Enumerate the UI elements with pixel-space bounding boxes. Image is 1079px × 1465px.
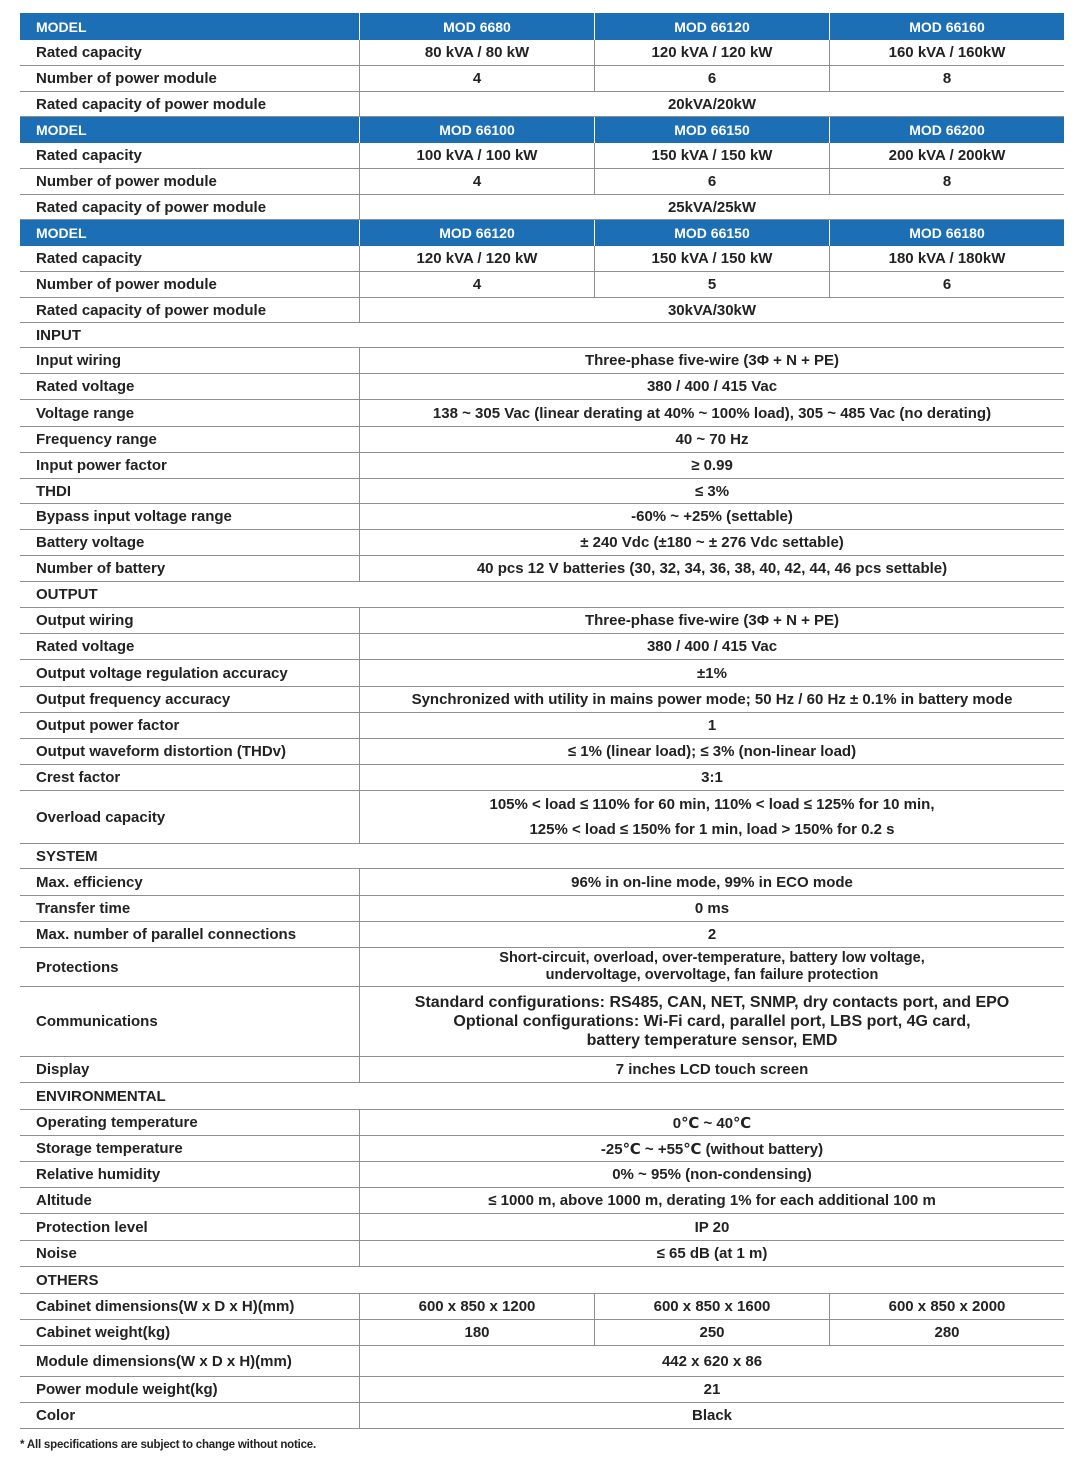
row-operating-temperature-value: 0℃ ~ 40℃ <box>359 1110 1064 1135</box>
row-overload-capacity-value-line: 105% < load ≤ 110% for 60 min, 110% < load ≤ 125% for 10 min, <box>489 796 935 813</box>
row-transfer-time-label: Transfer time <box>36 900 131 917</box>
row-number-of-battery-value: 40 pcs 12 V batteries (30, 32, 34, 36, 38, 40, 42, 44, 46 pcs settable) <box>359 556 1064 581</box>
row-rated-capacity-value: 80 kVA / 80 kW <box>359 40 594 65</box>
row-module-dimensions-w-x-d-x-h-mm-label: Module dimensions(W x D x H)(mm) <box>36 1352 292 1370</box>
row-cabinet-weight-kg-label: Cabinet weight(kg) <box>36 1324 171 1341</box>
row-protections-value-line: undervoltage, overvoltage, fan failure protection <box>545 967 879 983</box>
model-name: MOD 66150 <box>594 117 829 143</box>
row-color-label: Color <box>36 1407 76 1424</box>
model-name: MOD 6680 <box>359 13 594 40</box>
row-battery-voltage-label: Battery voltage <box>36 534 145 551</box>
row-thdi-value: ≤ 3% <box>359 479 1064 503</box>
row-bypass-input-voltage-range <box>20 504 1064 530</box>
row-crest-factor-value: 3:1 <box>359 765 1064 790</box>
row-communications-value-line: Standard configurations: RS485, CAN, NET, SNMP, dry contacts port, and EPO <box>414 994 1010 1011</box>
row-rated-voltage-value: 380 / 400 / 415 Vac <box>359 634 1064 659</box>
row-display-label: Display <box>36 1061 90 1078</box>
row-rated-capacity-value: 200 kVA / 200kW <box>829 143 1064 168</box>
row-frequency-range-value: 40 ~ 70 Hz <box>359 427 1064 452</box>
row-rated-voltage-label: Rated voltage <box>36 638 135 655</box>
row-voltage-range <box>20 400 1064 427</box>
row-input-power-factor <box>20 453 1064 479</box>
row-rated-voltage <box>20 374 1064 400</box>
row-rated-voltage-value: 380 / 400 / 415 Vac <box>359 374 1064 399</box>
model-name: MOD 66120 <box>359 220 594 246</box>
row-protections <box>20 948 1064 987</box>
row-output-power-factor-value: 1 <box>359 713 1064 738</box>
row-number-of-power-module-label: Number of power module <box>36 173 217 190</box>
row-rated-capacity-of-power-module-value: 20kVA/20kW <box>359 92 1064 116</box>
row-noise-label: Noise <box>36 1245 77 1262</box>
section-title-environmental: ENVIRONMENTAL <box>36 1087 166 1105</box>
row-number-of-power-module-label: Number of power module <box>36 70 217 87</box>
row-storage-temperature-label: Storage temperature <box>36 1140 183 1157</box>
row-number-of-battery-label: Number of battery <box>36 560 166 577</box>
row-output-wiring-label: Output wiring <box>36 612 134 629</box>
row-protections-value <box>359 948 1064 986</box>
model-header-row <box>20 117 1064 143</box>
row-relative-humidity-label: Relative humidity <box>36 1166 161 1183</box>
row-max-efficiency <box>20 869 1064 896</box>
row-rated-capacity-label: Rated capacity <box>36 250 142 267</box>
row-input-wiring-label: Input wiring <box>36 352 121 369</box>
row-operating-temperature-label: Operating temperature <box>36 1114 198 1131</box>
row-number-of-power-module-value: 6 <box>829 272 1064 297</box>
row-thdi-label: THDI <box>36 482 71 500</box>
row-output-frequency-accuracy-value: Synchronized with utility in mains power mode; 50 Hz / 60 Hz ± 0.1% in battery mode <box>359 687 1064 712</box>
row-output-waveform-distortion-thdv-label: Output waveform distortion (THDv) <box>36 743 286 760</box>
model-header-row <box>20 220 1064 246</box>
row-max-efficiency-value: 96% in on-line mode, 99% in ECO mode <box>359 869 1064 895</box>
row-max-number-of-parallel-connections <box>20 922 1064 948</box>
model-header-label: MODEL <box>36 225 87 241</box>
row-protection-level <box>20 1214 1064 1241</box>
row-output-power-factor <box>20 713 1064 739</box>
section-title-row <box>20 844 1064 869</box>
row-module-dimensions-w-x-d-x-h-mm-value: 442 x 620 x 86 <box>359 1346 1064 1376</box>
row-cabinet-weight-kg <box>20 1320 1064 1346</box>
row-output-wiring-value: Three-phase five-wire (3Φ + N + PE) <box>359 608 1064 633</box>
row-rated-capacity-value: 150 kVA / 150 kW <box>594 143 829 168</box>
row-output-voltage-regulation-accuracy-label: Output voltage regulation accuracy <box>36 664 288 682</box>
footnote: * All specifications are subject to change without notice. <box>20 1439 316 1451</box>
row-number-of-battery <box>20 556 1064 582</box>
row-protection-level-label: Protection level <box>36 1218 148 1236</box>
row-rated-voltage-label: Rated voltage <box>36 378 135 395</box>
row-number-of-power-module-value: 4 <box>359 272 594 297</box>
row-output-waveform-distortion-thdv <box>20 739 1064 765</box>
row-input-wiring-value: Three-phase five-wire (3Φ + N + PE) <box>359 348 1064 373</box>
row-noise <box>20 1241 1064 1267</box>
row-number-of-power-module-value: 8 <box>829 169 1064 194</box>
model-name: MOD 66120 <box>594 13 829 40</box>
row-overload-capacity-label: Overload capacity <box>36 808 166 826</box>
row-number-of-power-module-value: 8 <box>829 66 1064 91</box>
row-rated-capacity-of-power-module-label: Rated capacity of power module <box>36 301 267 319</box>
row-altitude-label: Altitude <box>36 1192 92 1209</box>
row-number-of-power-module <box>20 66 1064 92</box>
row-cabinet-dimensions-w-x-d-x-h-mm-value: 600 x 850 x 2000 <box>829 1294 1064 1319</box>
row-communications-label: Communications <box>36 1013 158 1030</box>
row-thdi <box>20 479 1064 504</box>
row-cabinet-dimensions-w-x-d-x-h-mm-value: 600 x 850 x 1200 <box>359 1294 594 1319</box>
row-output-frequency-accuracy-label: Output frequency accuracy <box>36 691 231 708</box>
section-title-others: OTHERS <box>36 1271 99 1289</box>
row-rated-capacity-value: 120 kVA / 120 kW <box>594 40 829 65</box>
row-battery-voltage <box>20 530 1064 556</box>
model-header-label: MODEL <box>36 18 87 35</box>
row-number-of-power-module-value: 4 <box>359 66 594 91</box>
model-header-row <box>20 13 1064 40</box>
row-overload-capacity-value <box>359 791 1064 843</box>
model-name: MOD 66150 <box>594 220 829 246</box>
row-rated-capacity-of-power-module <box>20 92 1064 117</box>
row-bypass-input-voltage-range-label: Bypass input voltage range <box>36 508 232 525</box>
row-protections-label: Protections <box>36 958 119 976</box>
model-name: MOD 66180 <box>829 220 1064 246</box>
row-color <box>20 1403 1064 1429</box>
row-rated-capacity-of-power-module <box>20 195 1064 220</box>
row-output-frequency-accuracy <box>20 687 1064 713</box>
row-battery-voltage-value: ± 240 Vdc (±180 ~ ± 276 Vdc settable) <box>359 530 1064 555</box>
row-cabinet-weight-kg-value: 250 <box>594 1320 829 1345</box>
row-max-efficiency-label: Max. efficiency <box>36 873 143 891</box>
row-input-power-factor-value: ≥ 0.99 <box>359 453 1064 478</box>
row-cabinet-dimensions-w-x-d-x-h-mm-label: Cabinet dimensions(W x D x H)(mm) <box>36 1298 295 1315</box>
row-power-module-weight-kg-value: 21 <box>359 1377 1064 1402</box>
row-output-power-factor-label: Output power factor <box>36 717 180 734</box>
row-crest-factor-label: Crest factor <box>36 769 121 786</box>
row-module-dimensions-w-x-d-x-h-mm <box>20 1346 1064 1377</box>
row-rated-capacity-value: 100 kVA / 100 kW <box>359 143 594 168</box>
row-rated-capacity-value: 120 kVA / 120 kW <box>359 246 594 271</box>
row-operating-temperature <box>20 1110 1064 1136</box>
row-protections-value-line: Short-circuit, overload, over-temperature, battery low voltage, <box>499 950 925 966</box>
row-display <box>20 1057 1064 1083</box>
model-name: MOD 66100 <box>359 117 594 143</box>
spec-table <box>20 13 1064 1429</box>
row-rated-capacity-value: 180 kVA / 180kW <box>829 246 1064 271</box>
row-rated-capacity-of-power-module-label: Rated capacity of power module <box>36 95 267 113</box>
row-communications-value-line: battery temperature sensor, EMD <box>586 1032 838 1049</box>
row-communications-value <box>359 987 1064 1056</box>
row-number-of-power-module-label: Number of power module <box>36 276 217 293</box>
row-rated-capacity-label: Rated capacity <box>36 44 142 61</box>
model-name: MOD 66200 <box>829 117 1064 143</box>
row-voltage-range-label: Voltage range <box>36 404 135 422</box>
row-storage-temperature <box>20 1136 1064 1162</box>
row-rated-capacity-of-power-module-label: Rated capacity of power module <box>36 198 267 216</box>
section-title-output: OUTPUT <box>36 586 98 603</box>
row-number-of-power-module-value: 4 <box>359 169 594 194</box>
section-title-input: INPUT <box>36 326 81 344</box>
row-rated-capacity-of-power-module <box>20 298 1064 323</box>
row-relative-humidity-value: 0% ~ 95% (non-condensing) <box>359 1162 1064 1187</box>
row-rated-capacity <box>20 40 1064 66</box>
row-input-power-factor-label: Input power factor <box>36 457 167 474</box>
row-rated-capacity-value: 150 kVA / 150 kW <box>594 246 829 271</box>
row-cabinet-weight-kg-value: 280 <box>829 1320 1064 1345</box>
row-altitude-value: ≤ 1000 m, above 1000 m, derating 1% for each additional 100 m <box>359 1188 1064 1213</box>
row-rated-capacity-label: Rated capacity <box>36 147 142 164</box>
section-title-row <box>20 582 1064 608</box>
row-output-voltage-regulation-accuracy-value: ±1% <box>359 660 1064 686</box>
section-title-row <box>20 1083 1064 1110</box>
row-storage-temperature-value: -25℃ ~ +55℃ (without battery) <box>359 1136 1064 1161</box>
row-number-of-power-module <box>20 169 1064 195</box>
row-number-of-power-module-value: 6 <box>594 66 829 91</box>
row-cabinet-dimensions-w-x-d-x-h-mm <box>20 1294 1064 1320</box>
row-max-number-of-parallel-connections-value: 2 <box>359 922 1064 947</box>
row-cabinet-weight-kg-value: 180 <box>359 1320 594 1345</box>
row-display-value: 7 inches LCD touch screen <box>359 1057 1064 1082</box>
section-title-row <box>20 1267 1064 1294</box>
row-rated-capacity <box>20 143 1064 169</box>
row-voltage-range-value: 138 ~ 305 Vac (linear derating at 40% ~ 100% load), 305 ~ 485 Vac (no derating) <box>359 400 1064 426</box>
row-overload-capacity-value-line: 125% < load ≤ 150% for 1 min, load > 150% for 0.2 s <box>529 821 895 838</box>
row-transfer-time <box>20 896 1064 922</box>
row-power-module-weight-kg-label: Power module weight(kg) <box>36 1381 218 1398</box>
row-transfer-time-value: 0 ms <box>359 896 1064 921</box>
row-protection-level-value: IP 20 <box>359 1214 1064 1240</box>
row-output-wiring <box>20 608 1064 634</box>
section-title-system: SYSTEM <box>36 847 98 865</box>
row-rated-capacity-value: 160 kVA / 160kW <box>829 40 1064 65</box>
row-cabinet-dimensions-w-x-d-x-h-mm-value: 600 x 850 x 1600 <box>594 1294 829 1319</box>
row-rated-capacity-of-power-module-value: 30kVA/30kW <box>359 298 1064 322</box>
row-communications <box>20 987 1064 1057</box>
row-number-of-power-module-value: 6 <box>594 169 829 194</box>
row-max-number-of-parallel-connections-label: Max. number of parallel connections <box>36 926 297 943</box>
row-input-wiring <box>20 348 1064 374</box>
row-rated-capacity-of-power-module-value: 25kVA/25kW <box>359 195 1064 219</box>
row-color-value: Black <box>359 1403 1064 1428</box>
row-communications-value-line: Optional configurations: Wi-Fi card, parallel port, LBS port, 4G card, <box>453 1013 971 1030</box>
row-number-of-power-module-value: 5 <box>594 272 829 297</box>
row-crest-factor <box>20 765 1064 791</box>
section-title-row <box>20 323 1064 348</box>
row-output-waveform-distortion-thdv-value: ≤ 1% (linear load); ≤ 3% (non-linear load) <box>359 739 1064 764</box>
row-output-voltage-regulation-accuracy <box>20 660 1064 687</box>
row-rated-voltage <box>20 634 1064 660</box>
row-number-of-power-module <box>20 272 1064 298</box>
row-overload-capacity <box>20 791 1064 844</box>
row-frequency-range <box>20 427 1064 453</box>
row-bypass-input-voltage-range-value: -60% ~ +25% (settable) <box>359 504 1064 529</box>
row-relative-humidity <box>20 1162 1064 1188</box>
model-name: MOD 66160 <box>829 13 1064 40</box>
row-noise-value: ≤ 65 dB (at 1 m) <box>359 1241 1064 1266</box>
row-frequency-range-label: Frequency range <box>36 431 157 448</box>
row-rated-capacity <box>20 246 1064 272</box>
row-altitude <box>20 1188 1064 1214</box>
row-power-module-weight-kg <box>20 1377 1064 1403</box>
model-header-label: MODEL <box>36 122 87 138</box>
